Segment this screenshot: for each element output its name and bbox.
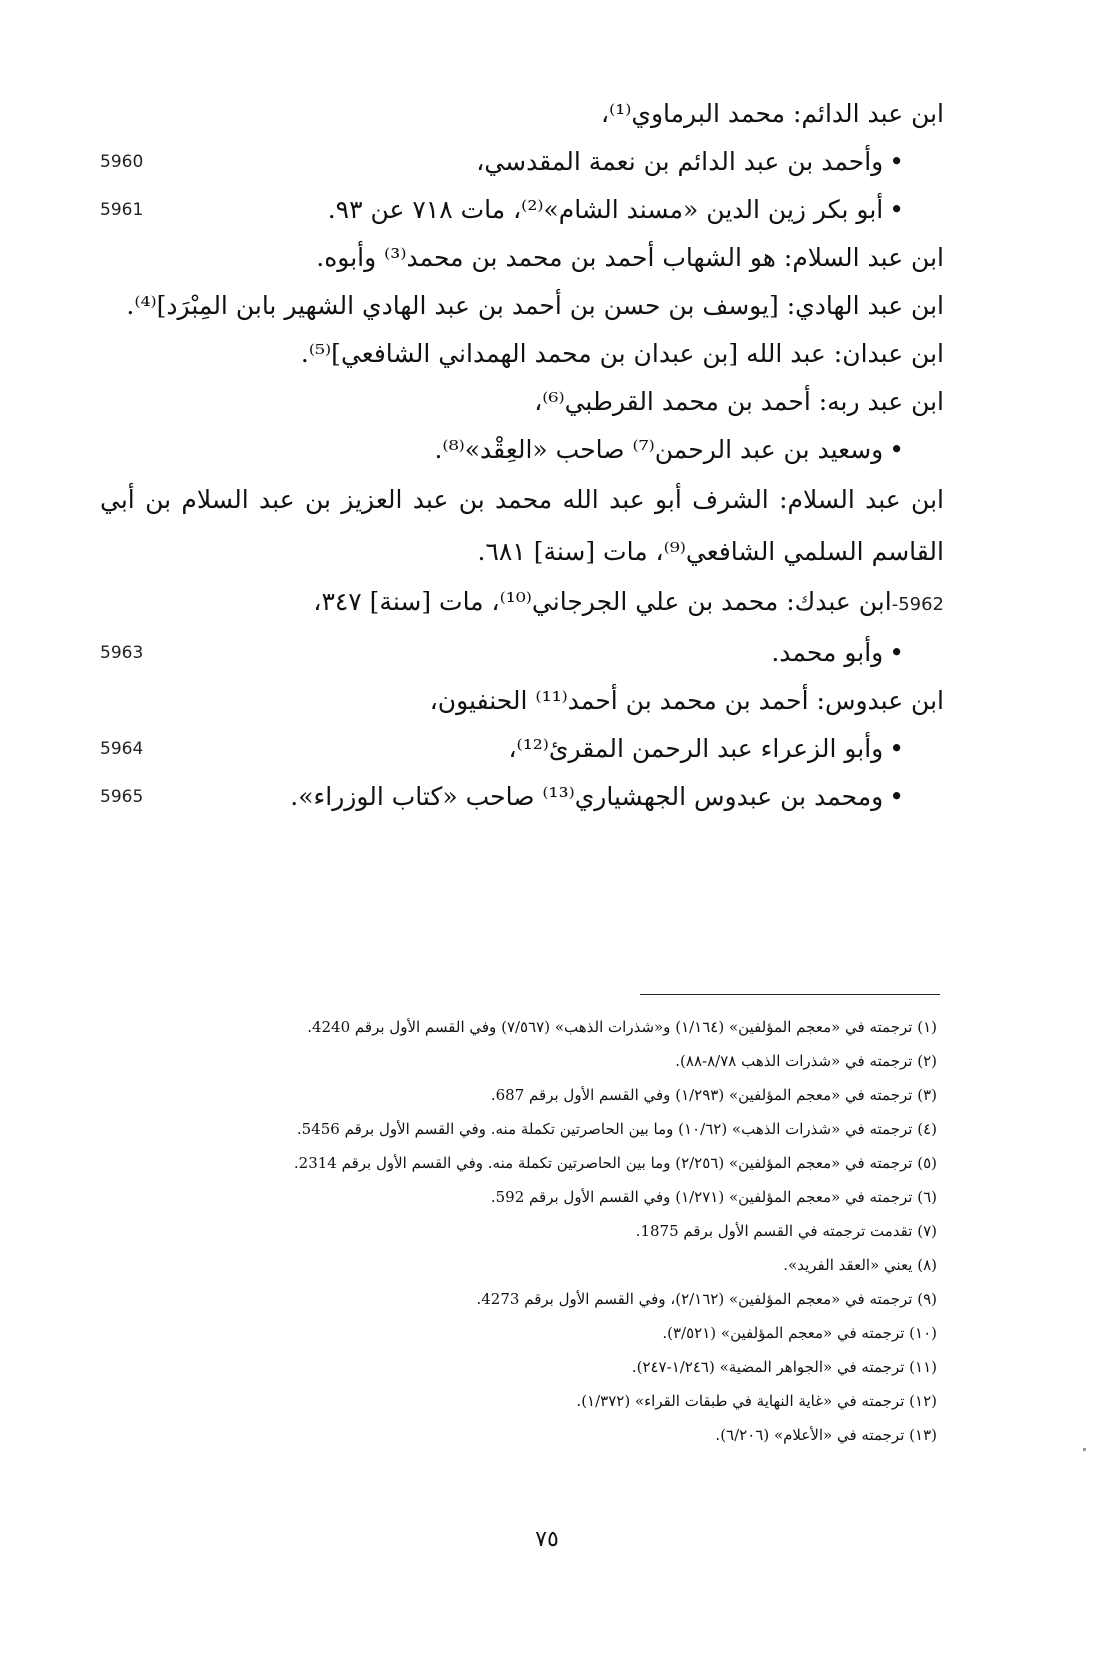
entry-text: وأبو الزعراء عبد الرحمن المقرئ⁽¹²⁾، (508, 734, 884, 763)
entry-numbered-heading (100, 578, 944, 629)
entry-text: وأحمد بن عبد الدائم بن نعمة المقدسي، (476, 147, 884, 176)
footnote: (٢) ترجمته في «شذرات الذهب ٨/٧٨-٨٨). (675, 1052, 937, 1070)
entry-heading (100, 330, 944, 378)
entries-list (100, 90, 944, 821)
entry-item (100, 773, 944, 821)
bullet-icon: • (889, 435, 904, 464)
bullet-icon: • (889, 638, 904, 667)
entry-text: وسعيد بن عبد الرحمن⁽⁷⁾ صاحب «العِقْد»⁽⁸⁾. (434, 435, 884, 464)
entry-text: ابن عبد الهادي: [يوسف بن حسن بن أحمد بن عبد الهادي الشهير بابن المِبْرَد]⁽⁴⁾. (126, 291, 944, 320)
footnote: (١١) ترجمته في «الجواهر المضية» (١/٢٤٦-٢٤٧). (631, 1358, 937, 1376)
footnote-divider (640, 994, 940, 995)
bullet-icon: • (889, 195, 904, 224)
entry-text: ابن عبدك: محمد بن علي الجرجاني⁽¹⁰⁾، مات [سنة] ٣٤٧، (313, 587, 892, 616)
footnote: (٤) ترجمته في «شذرات الذهب» (١٠/٦٢) وما بين الحاصرتين تكملة منه. وفي القسم الأول برقم 5456. (296, 1120, 937, 1138)
entry-heading (100, 378, 944, 426)
entry-text: ابن عبد السلام: الشرف أبو عبد الله محمد بن عبد العزيز بن عبد السلام بن أبي القاسم السلمي الشافعي⁽⁹⁾، مات [سنة] ٦٨١. (100, 485, 944, 566)
entry-text: ومحمد بن عبدوس الجهشياري⁽¹³⁾ صاحب «كتاب الوزراء». (290, 782, 884, 811)
footnote: (١٢) ترجمته في «غاية النهاية في طبقات القراء» (١/٣٧٢). (576, 1392, 937, 1410)
footnote: (٥) ترجمته في «معجم المؤلفين» (٢/٢٥٦) وما بين الحاصرتين تكملة منه. وفي القسم الأول برقم 2314. (293, 1154, 937, 1172)
footnote: (١) ترجمته في «معجم المؤلفين» (١/١٦٤) و«شذرات الذهب» (٧/٥٦٧) وفي القسم الأول برقم 4240. (307, 1018, 937, 1036)
entry-text: أبو بكر زين الدين «مسند الشام»⁽²⁾، مات ٧١٨ عن ٩٣. (327, 195, 884, 224)
entry-text: ابن عبد السلام: هو الشهاب أحمد بن محمد بن محمد⁽³⁾ وأبوه. (316, 243, 944, 272)
entry-text: وأبو محمد. (771, 638, 884, 667)
entry-number: 5962- (891, 594, 944, 615)
footnote: (٩) ترجمته في «معجم المؤلفين» (٢/١٦٢)، وفي القسم الأول برقم 4273. (476, 1290, 937, 1308)
page-number: ٧٥ (535, 1527, 559, 1552)
entry-heading-wrapped (100, 474, 944, 578)
entry-item (100, 725, 944, 773)
footnote: (١٠) ترجمته في «معجم المؤلفين» (٣/٥٢١). (662, 1324, 937, 1342)
entry-item (100, 138, 944, 186)
footnote: (٣) ترجمته في «معجم المؤلفين» (١/٢٩٣) وفي القسم الأول برقم 687. (490, 1086, 937, 1104)
scan-speck (1083, 1448, 1086, 1451)
bullet-icon: • (889, 147, 904, 176)
entry-heading (100, 234, 944, 282)
entry-heading (100, 282, 944, 330)
entry-heading (100, 90, 944, 138)
entry-text: ابن عبدان: عبد الله [بن عبدان بن محمد الهمداني الشافعي]⁽⁵⁾. (300, 339, 944, 368)
entry-number: 5965 (100, 787, 144, 807)
footnote: (٦) ترجمته في «معجم المؤلفين» (١/٢٧١) وفي القسم الأول برقم 592. (490, 1188, 937, 1206)
entry-text: ابن عبد ربه: أحمد بن محمد القرطبي⁽⁶⁾، (534, 387, 944, 416)
entry-text: ابن عبدوس: أحمد بن محمد بن أحمد⁽¹¹⁾ الحنفيون، (429, 686, 944, 715)
footnotes (180, 1010, 937, 1452)
entry-item (100, 629, 944, 677)
entry-number: 5963 (100, 643, 144, 663)
entry-heading (100, 677, 944, 725)
entry-item (100, 426, 944, 474)
entry-item (100, 186, 944, 234)
entry-number: 5960 (100, 152, 144, 172)
entry-text: ابن عبد الدائم: محمد البرماوي⁽¹⁾، (601, 99, 944, 128)
footnote: (٨) يعني «العقد الفريد». (783, 1256, 937, 1274)
bullet-icon: • (889, 782, 904, 811)
footnote: (٧) تقدمت ترجمته في القسم الأول برقم 1875. (635, 1222, 937, 1240)
footnote: (١٣) ترجمته في «الأعلام» (٦/٢٠٦). (715, 1426, 937, 1444)
bullet-icon: • (889, 734, 904, 763)
entry-number: 5964 (100, 739, 144, 759)
entry-number: 5961 (100, 200, 144, 220)
